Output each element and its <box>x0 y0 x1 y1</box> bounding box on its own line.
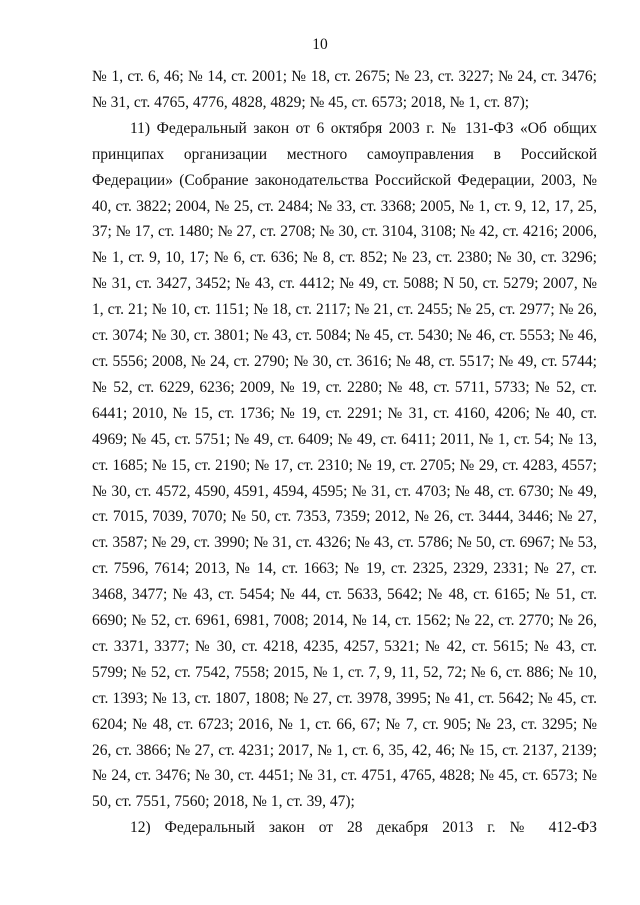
paragraph-item-12: 12) Федеральный закон от 28 декабря 2013 г. № 412-ФЗ <box>130 819 597 837</box>
document-body <box>92 64 597 841</box>
paragraph-continuation: № 1, ст. 6, 46; № 14, ст. 2001; № 18, ст. 2675; № 23, ст. 3227; № 24, ст. 3476; № 31, ст. 4765, 4776, 4828, 4829; № 45, ст. 6573; 2018, № 1, ст. 87); <box>92 68 597 111</box>
paragraph-item-11: 11) Федеральный закон от 6 октября 2003 г. № 131-ФЗ «Об общих принципах организации местного самоуправления в Российской Федерации» (Собрание законодательства Российской Федерации, 2003, № 40, ст. 3822; 2004, № 25, ст. 2484; № 33, ст. 3368; 2005, № 1, ст. 9, 12, 17, 25, 37; № 17, ст. 1480; № 27, ст. 2708; № 30, ст. 3104, 3108; № 42, ст. 4216; 2006, № 1, ст. 9, 10, 17; № 6, ст. 636; № 8, ст. 852; № 23, ст. 2380; № 30, ст. 3296; № 31, ст. 3427, 3452; № 43, ст. 4412; № 49, ст. 5088; N 50, ст. 5279; 2007, № 1, ст. 21; № 10, ст. 1151; № 18, ст. 2117; № 21, ст. 2455; № 25, ст. 2977; № 26, ст. 3074; № 30, ст. 3801; № 43, ст. 5084; № 45, ст. 5430; № 46, ст. 5553; № 46, ст. 5556; 2008, № 24, ст. 2790; № 30, ст. 3616; № 48, ст. 5517; № 49, ст. 5744; № 52, ст. 6229, 6236; 2009, № 19, ст. 2280; № 48, ст. 5711, 5733; № 52, ст. 6441; 2010, № 15, ст. 1736; № 19, ст. 2291; № 31, ст. 4160, 4206; № 40, ст. 4969; № 45, ст. 5751; № 49, ст. 6409; № 49, ст. 6411; 2011, № 1, ст. 54; № 13, ст. 1685; № 15, ст. 2190; № 17, ст. 2310; № 19, ст. 2705; № 29, ст. 4283, 4557; № 30, ст. 4572, 4590, 4591, 4594, 4595; № 31, ст. 4703; № 48, ст. 6730; № 49, ст. 7015, 7039, 7070; № 50, ст. 7353, 7359; 2012, № 26, ст. 3444, 3446; № 27, ст. 3587; № 29, ст. 3990; № 31, ст. 4326; № 43, ст. 5786; № 50, ст. 6967; № 53, ст. 7596, 7614; 2013, № 14, ст. 1663; № 19, ст. 2325, 2329, 2331; № 27, ст. 3468, 3477; № 43, ст. 5454; № 44, ст. 5633, 5642; № 48, ст. 6165; № 51, ст. 6690; № 52, ст. 6961, 6981, 7008; 2014, № 14, ст. 1562; № 22, ст. 2770; № 26, ст. 3371, 3377; № 30, ст. 4218, 4235, 4257, 5321; № 42, ст. 5615; № 43, ст. 5799; № 52, ст. 7542, 7558; 2015, № 1, ст. 7, 9, 11, 52, 72; № 6, ст. 886; № 10, ст. 1393; № 13, ст. 1807, 1808; № 27, ст. 3978, 3995; № 41, ст. 5642; № 45, ст. 6204; № 48, ст. 6723; 2016, № 1, ст. 66, 67; № 7, ст. 905; № 23, ст. 3295; № 26, ст. 3866; № 27, ст. 4231; 2017, № 1, ст. 6, 35, 42, 46; № 15, ст. 2137, 2139; № 24, ст. 3476; № 30, ст. 4451; № 31, ст. 4751, 4765, 4828; № 45, ст. 6573; № 50, ст. 7551, 7560; 2018, № 1, ст. 39, 47); <box>92 119 597 811</box>
page-number: 10 <box>312 36 328 53</box>
